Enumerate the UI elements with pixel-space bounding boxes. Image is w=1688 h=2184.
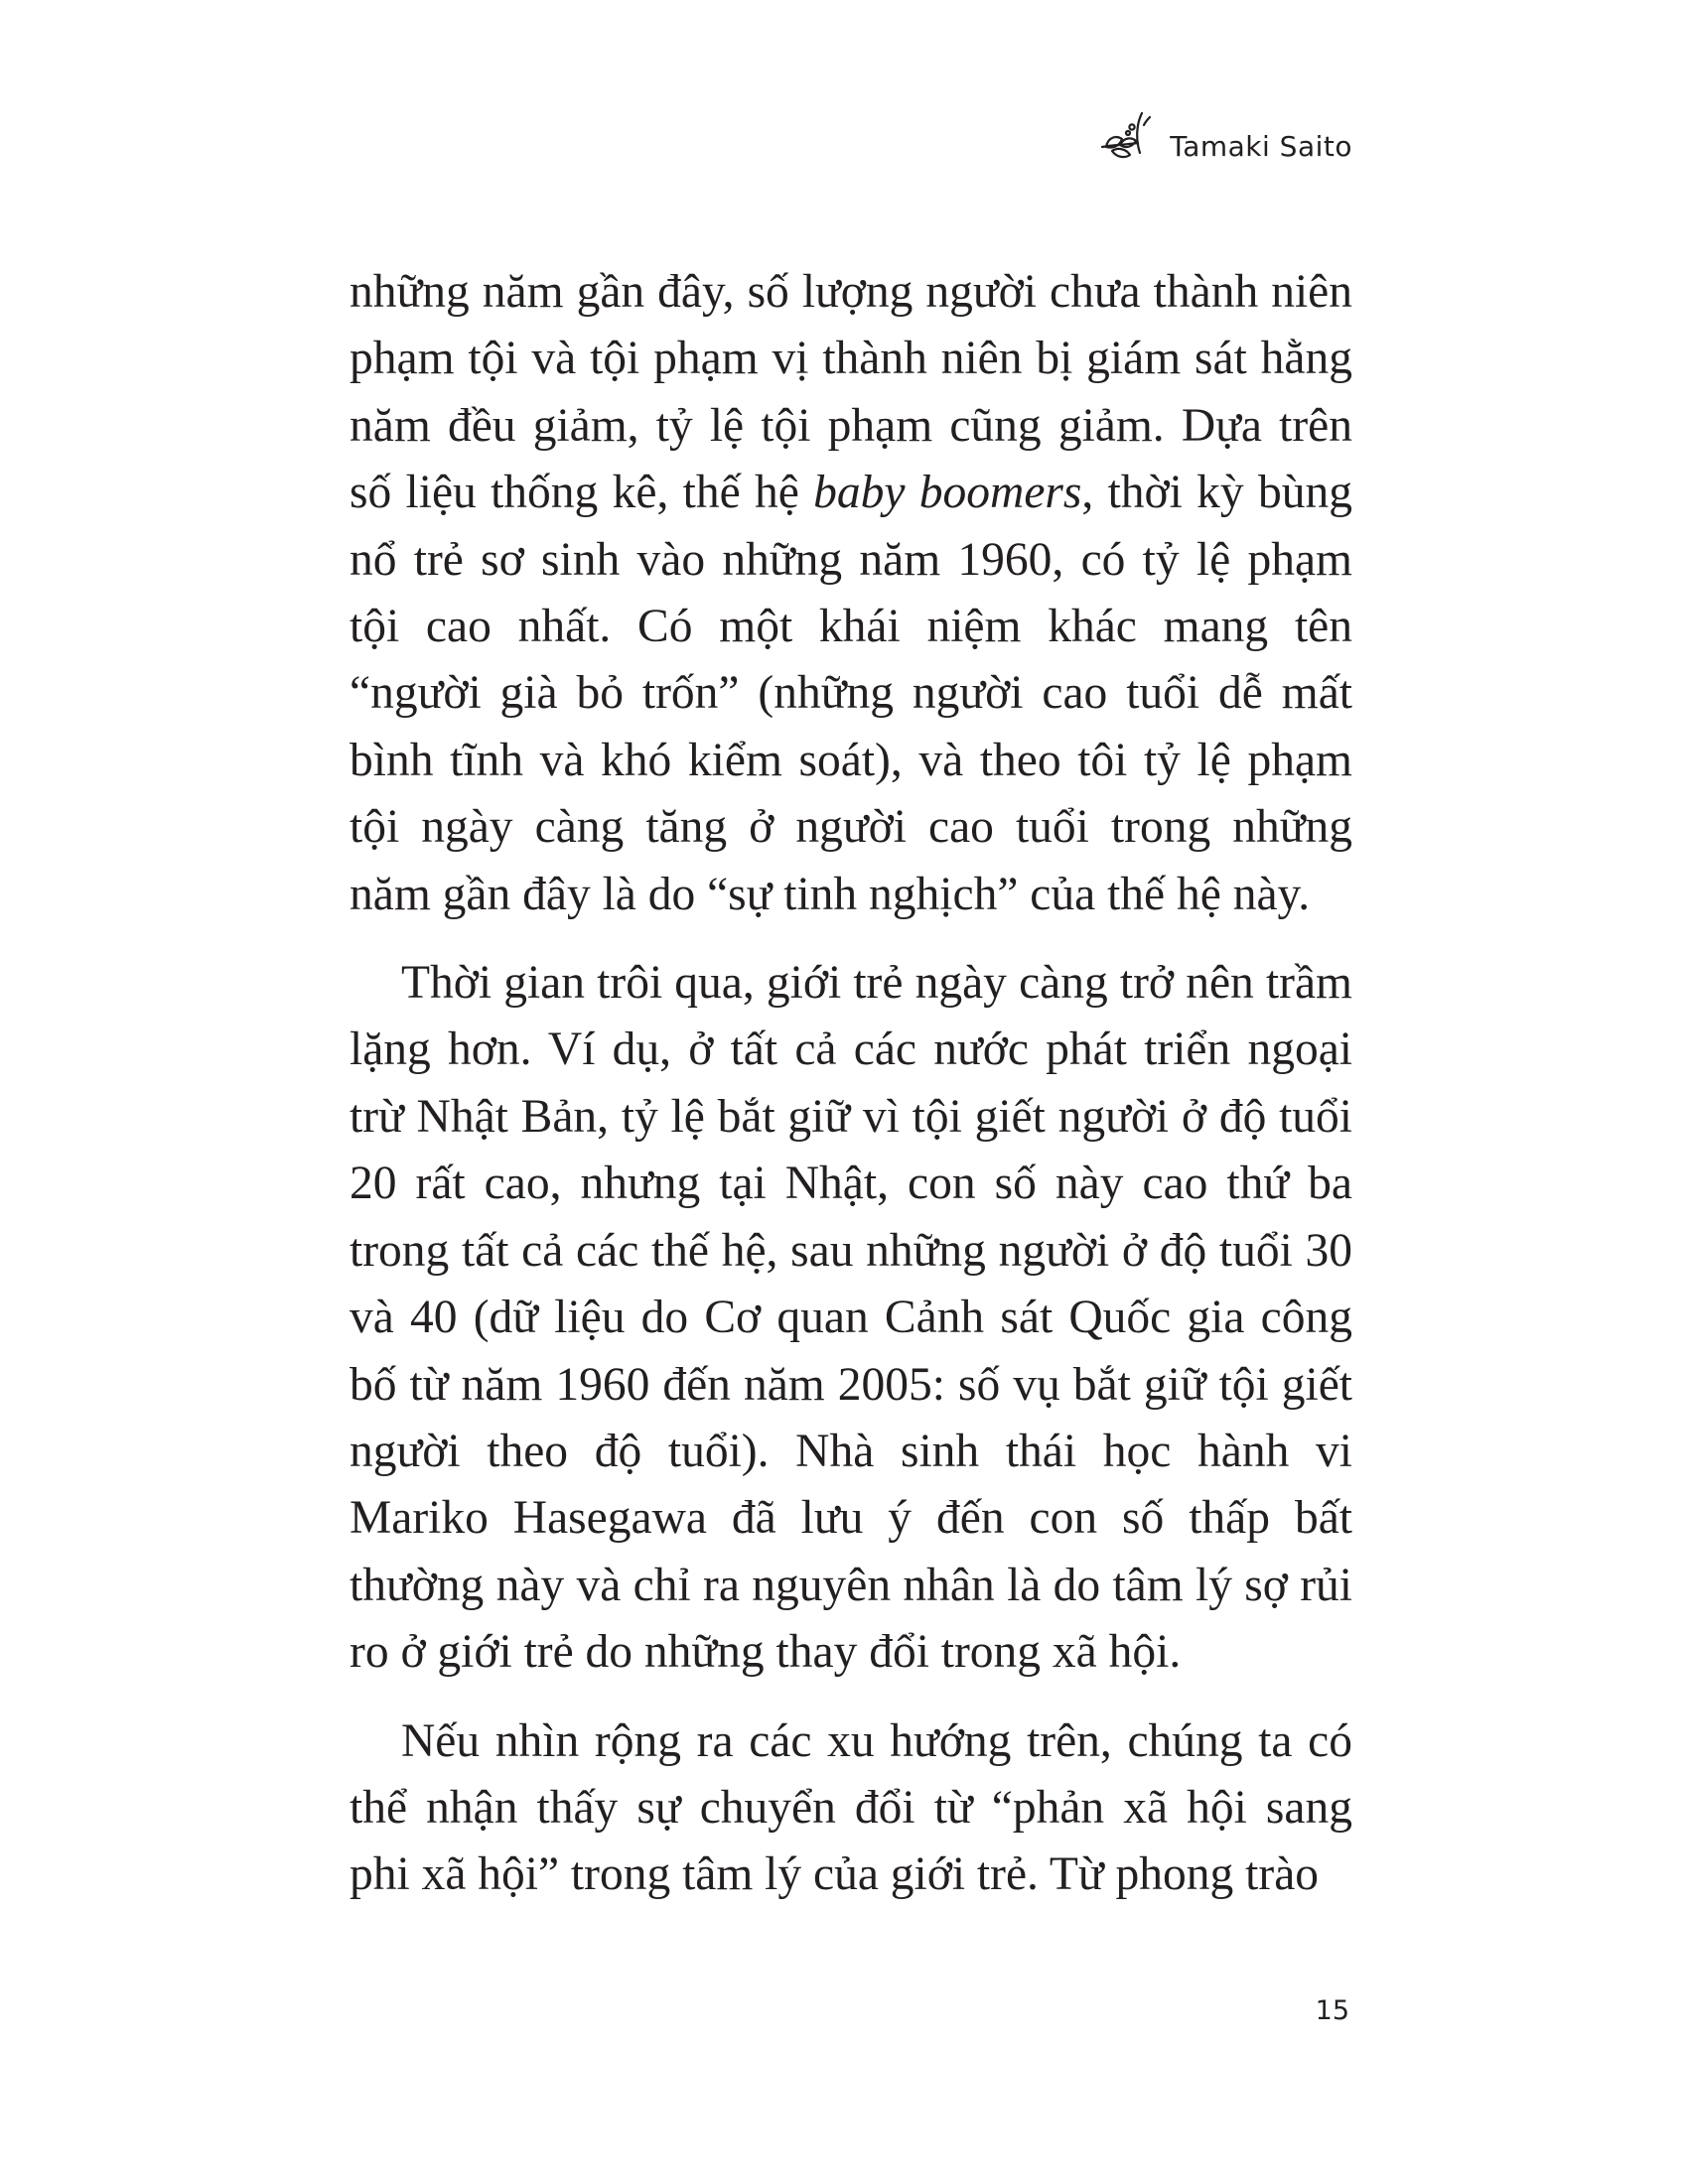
paragraph — [350, 950, 1352, 1686]
leaf-branch-icon — [1098, 107, 1162, 167]
author-name: Tamaki Saito — [1170, 129, 1352, 163]
paragraph — [350, 259, 1352, 928]
text-segment: những năm gần đây, số lượng người chưa thành niên phạm tội và tội phạm vị thành niên bị giám sát hằng năm đều giảm, tỷ lệ tội phạm cũng giảm. Dựa trên số liệu thống kê, thế hệ — [350, 266, 1352, 519]
italic-term: baby boomers — [813, 467, 1082, 519]
text-segment: , thời kỳ bùng nổ trẻ sơ sinh vào những năm 1960, có tỷ lệ phạm tội cao nhất. Có một khái niệm khác mang tên “người già bỏ trốn” (những người cao tuổi dễ mất bình tĩnh và khó kiểm soát), và theo tôi tỷ lệ phạm tội ngày càng tăng ở người cao tuổi trong những năm gần đây là do “sự tinh nghịch” của thế hệ này. — [350, 467, 1352, 920]
body-text — [350, 259, 1352, 1909]
paragraph — [350, 1708, 1352, 1909]
page-number: 15 — [1315, 1995, 1349, 2026]
text-segment: Nếu nhìn rộng ra các xu hướng trên, chúng ta có thể nhận thấy sự chuyển đổi từ “phản xã hội sang phi xã hội” trong tâm lý của giới trẻ. Từ phong trào — [350, 1714, 1352, 1901]
running-header — [1098, 107, 1352, 167]
text-segment: Thời gian trôi qua, giới trẻ ngày càng trở nên trầm lặng hơn. Ví dụ, ở tất cả các nước phát triển ngoại trừ Nhật Bản, tỷ lệ bắt giữ vì tội giết người ở độ tuổi 20 rất cao, nhưng tại Nhật, con số này cao thứ ba trong tất cả các thế hệ, sau những người ở độ tuổi 30 và 40 (dữ liệu do Cơ quan Cảnh sát Quốc gia công bố từ năm 1960 đến năm 2005: số vụ bắt giữ tội giết người theo độ tuổi). Nhà sinh thái học hành vi Mariko Hasegawa đã lưu ý đến con số thấp bất thường này và chỉ ra nguyên nhân là do tâm lý sợ rủi ro ở giới trẻ do những thay đổi trong xã hội. — [350, 957, 1352, 1679]
